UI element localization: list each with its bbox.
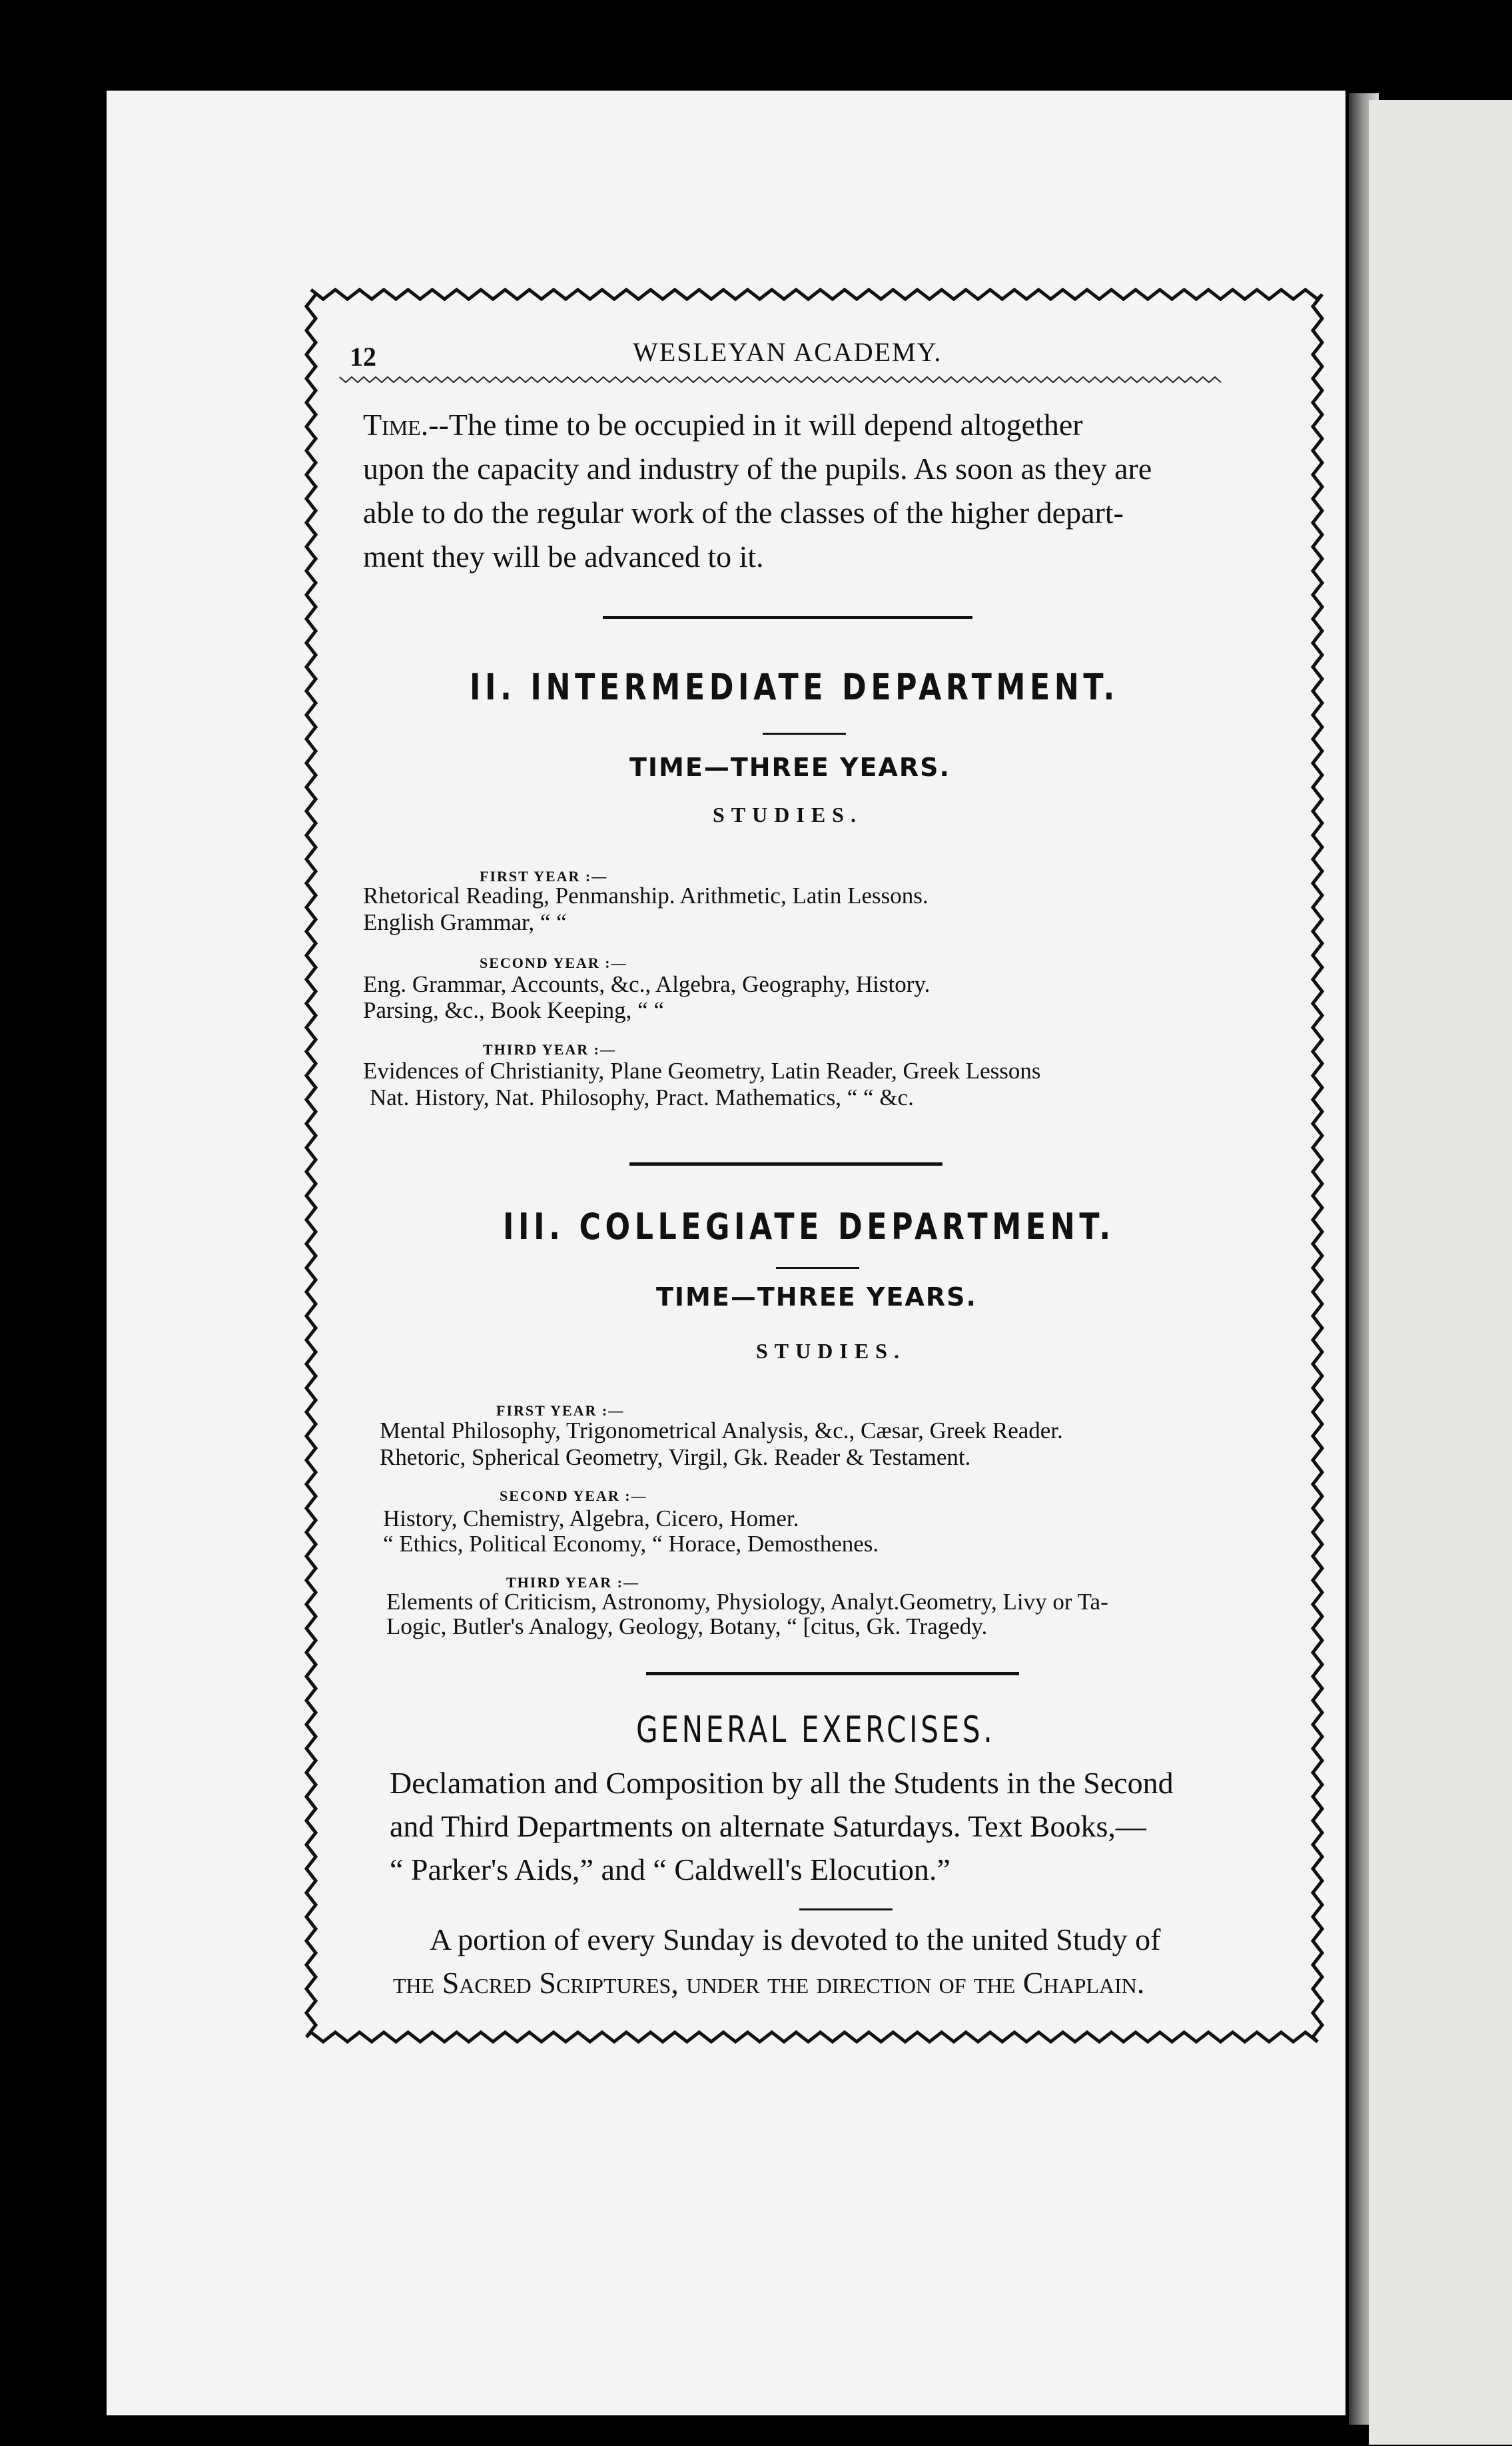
section-divider-2 bbox=[629, 1162, 943, 1166]
collegiate-third-year: THIRD YEAR :— bbox=[506, 1574, 639, 1591]
general-line-1: Declamation and Composition by all the Students in the Second bbox=[390, 1766, 1174, 1800]
collegiate-second-year: SECOND YEAR :— bbox=[500, 1487, 647, 1504]
intermediate-studies: STUDIES. bbox=[713, 803, 863, 827]
section-divider-3 bbox=[646, 1672, 1019, 1675]
collegiate-third-row-1: Elements of Criticism, Astronomy, Physiology, Analyt.Geometry, Livy or Ta- bbox=[386, 1589, 1108, 1615]
intro-line-4: ment they will be advanced to it. bbox=[363, 540, 764, 574]
intermediate-first-row-1: Rhetorical Reading, Penmanship. Arithmetic, Latin Lessons. bbox=[363, 883, 929, 909]
intermediate-second-row-2: Parsing, &c., Book Keeping, “ “ bbox=[363, 997, 664, 1023]
intro-line-3: able to do the regular work of the classes of the higher depart- bbox=[363, 496, 1124, 530]
short-rule-2 bbox=[776, 1267, 859, 1269]
collegiate-heading: III. COLLEGIATE DEPARTMENT. bbox=[503, 1206, 1115, 1248]
page-number: 12 bbox=[350, 342, 376, 372]
collegiate-time: TIME—THREE YEARS. bbox=[656, 1282, 977, 1312]
intermediate-second-year: SECOND YEAR :— bbox=[480, 955, 627, 971]
collegiate-first-year: FIRST YEAR :— bbox=[496, 1402, 625, 1419]
short-rule bbox=[763, 733, 846, 735]
collegiate-second-row-1: History, Chemistry, Algebra, Cicero, Homer. bbox=[383, 1505, 799, 1531]
time-lead: Time. bbox=[363, 408, 429, 442]
intermediate-third-row-2: Nat. History, Nat. Philosophy, Pract. Mathematics, “ “ &c. bbox=[370, 1084, 914, 1110]
short-rule-3 bbox=[799, 1908, 893, 1910]
intermediate-second-row-1: Eng. Grammar, Accounts, &c., Algebra, Geography, History. bbox=[363, 971, 931, 997]
intro-paragraph bbox=[363, 403, 1249, 579]
collegiate-first-row-2: Rhetoric, Spherical Geometry, Virgil, Gk. Reader & Testament. bbox=[380, 1444, 971, 1470]
intermediate-time: TIME—THREE YEARS. bbox=[629, 753, 950, 782]
intro-line-1: Time.--The time to be occupied in it will depend altogether bbox=[363, 408, 1083, 442]
section-divider bbox=[603, 616, 972, 619]
collegiate-first-row-1: Mental Philosophy, Trigonometrical Analysis, &c., Cæsar, Greek Reader. bbox=[380, 1418, 1063, 1443]
intermediate-third-year: THIRD YEAR :— bbox=[483, 1041, 616, 1058]
general-line-2: and Third Departments on alternate Saturdays. Text Books,— bbox=[390, 1809, 1146, 1843]
running-title: WESLEYAN ACADEMY. bbox=[633, 337, 943, 367]
intermediate-third-row-1: Evidences of Christianity, Plane Geometry, Latin Reader, Greek Lessons bbox=[363, 1058, 1041, 1084]
general-line-3: “ Parker's Aids,” and “ Caldwell's Elocution.” bbox=[390, 1852, 950, 1886]
intermediate-heading: II. INTERMEDIATE DEPARTMENT. bbox=[470, 666, 1119, 708]
intermediate-first-row-2: English Grammar, “ “ bbox=[363, 909, 567, 935]
collegiate-second-row-2: “ Ethics, Political Economy, “ Horace, Demosthenes. bbox=[383, 1531, 879, 1557]
intro-line-2: upon the capacity and industry of the pupils. As soon as they are bbox=[363, 452, 1152, 486]
closing-line-1: A portion of every Sunday is devoted to the united Study of bbox=[430, 1922, 1161, 1956]
closing-line-2: the Sacred Scriptures, under the direction of the Chaplain. bbox=[393, 1966, 1145, 2000]
adjacent-page bbox=[1369, 100, 1512, 2445]
collegiate-studies: STUDIES. bbox=[756, 1339, 906, 1363]
general-exercises-heading: GENERAL EXERCISES. bbox=[636, 1709, 996, 1751]
intermediate-first-year: FIRST YEAR :— bbox=[480, 868, 608, 885]
collegiate-third-row-2: Logic, Butler's Analogy, Geology, Botany, “ [citus, Gk. Tragedy. bbox=[386, 1613, 988, 1639]
